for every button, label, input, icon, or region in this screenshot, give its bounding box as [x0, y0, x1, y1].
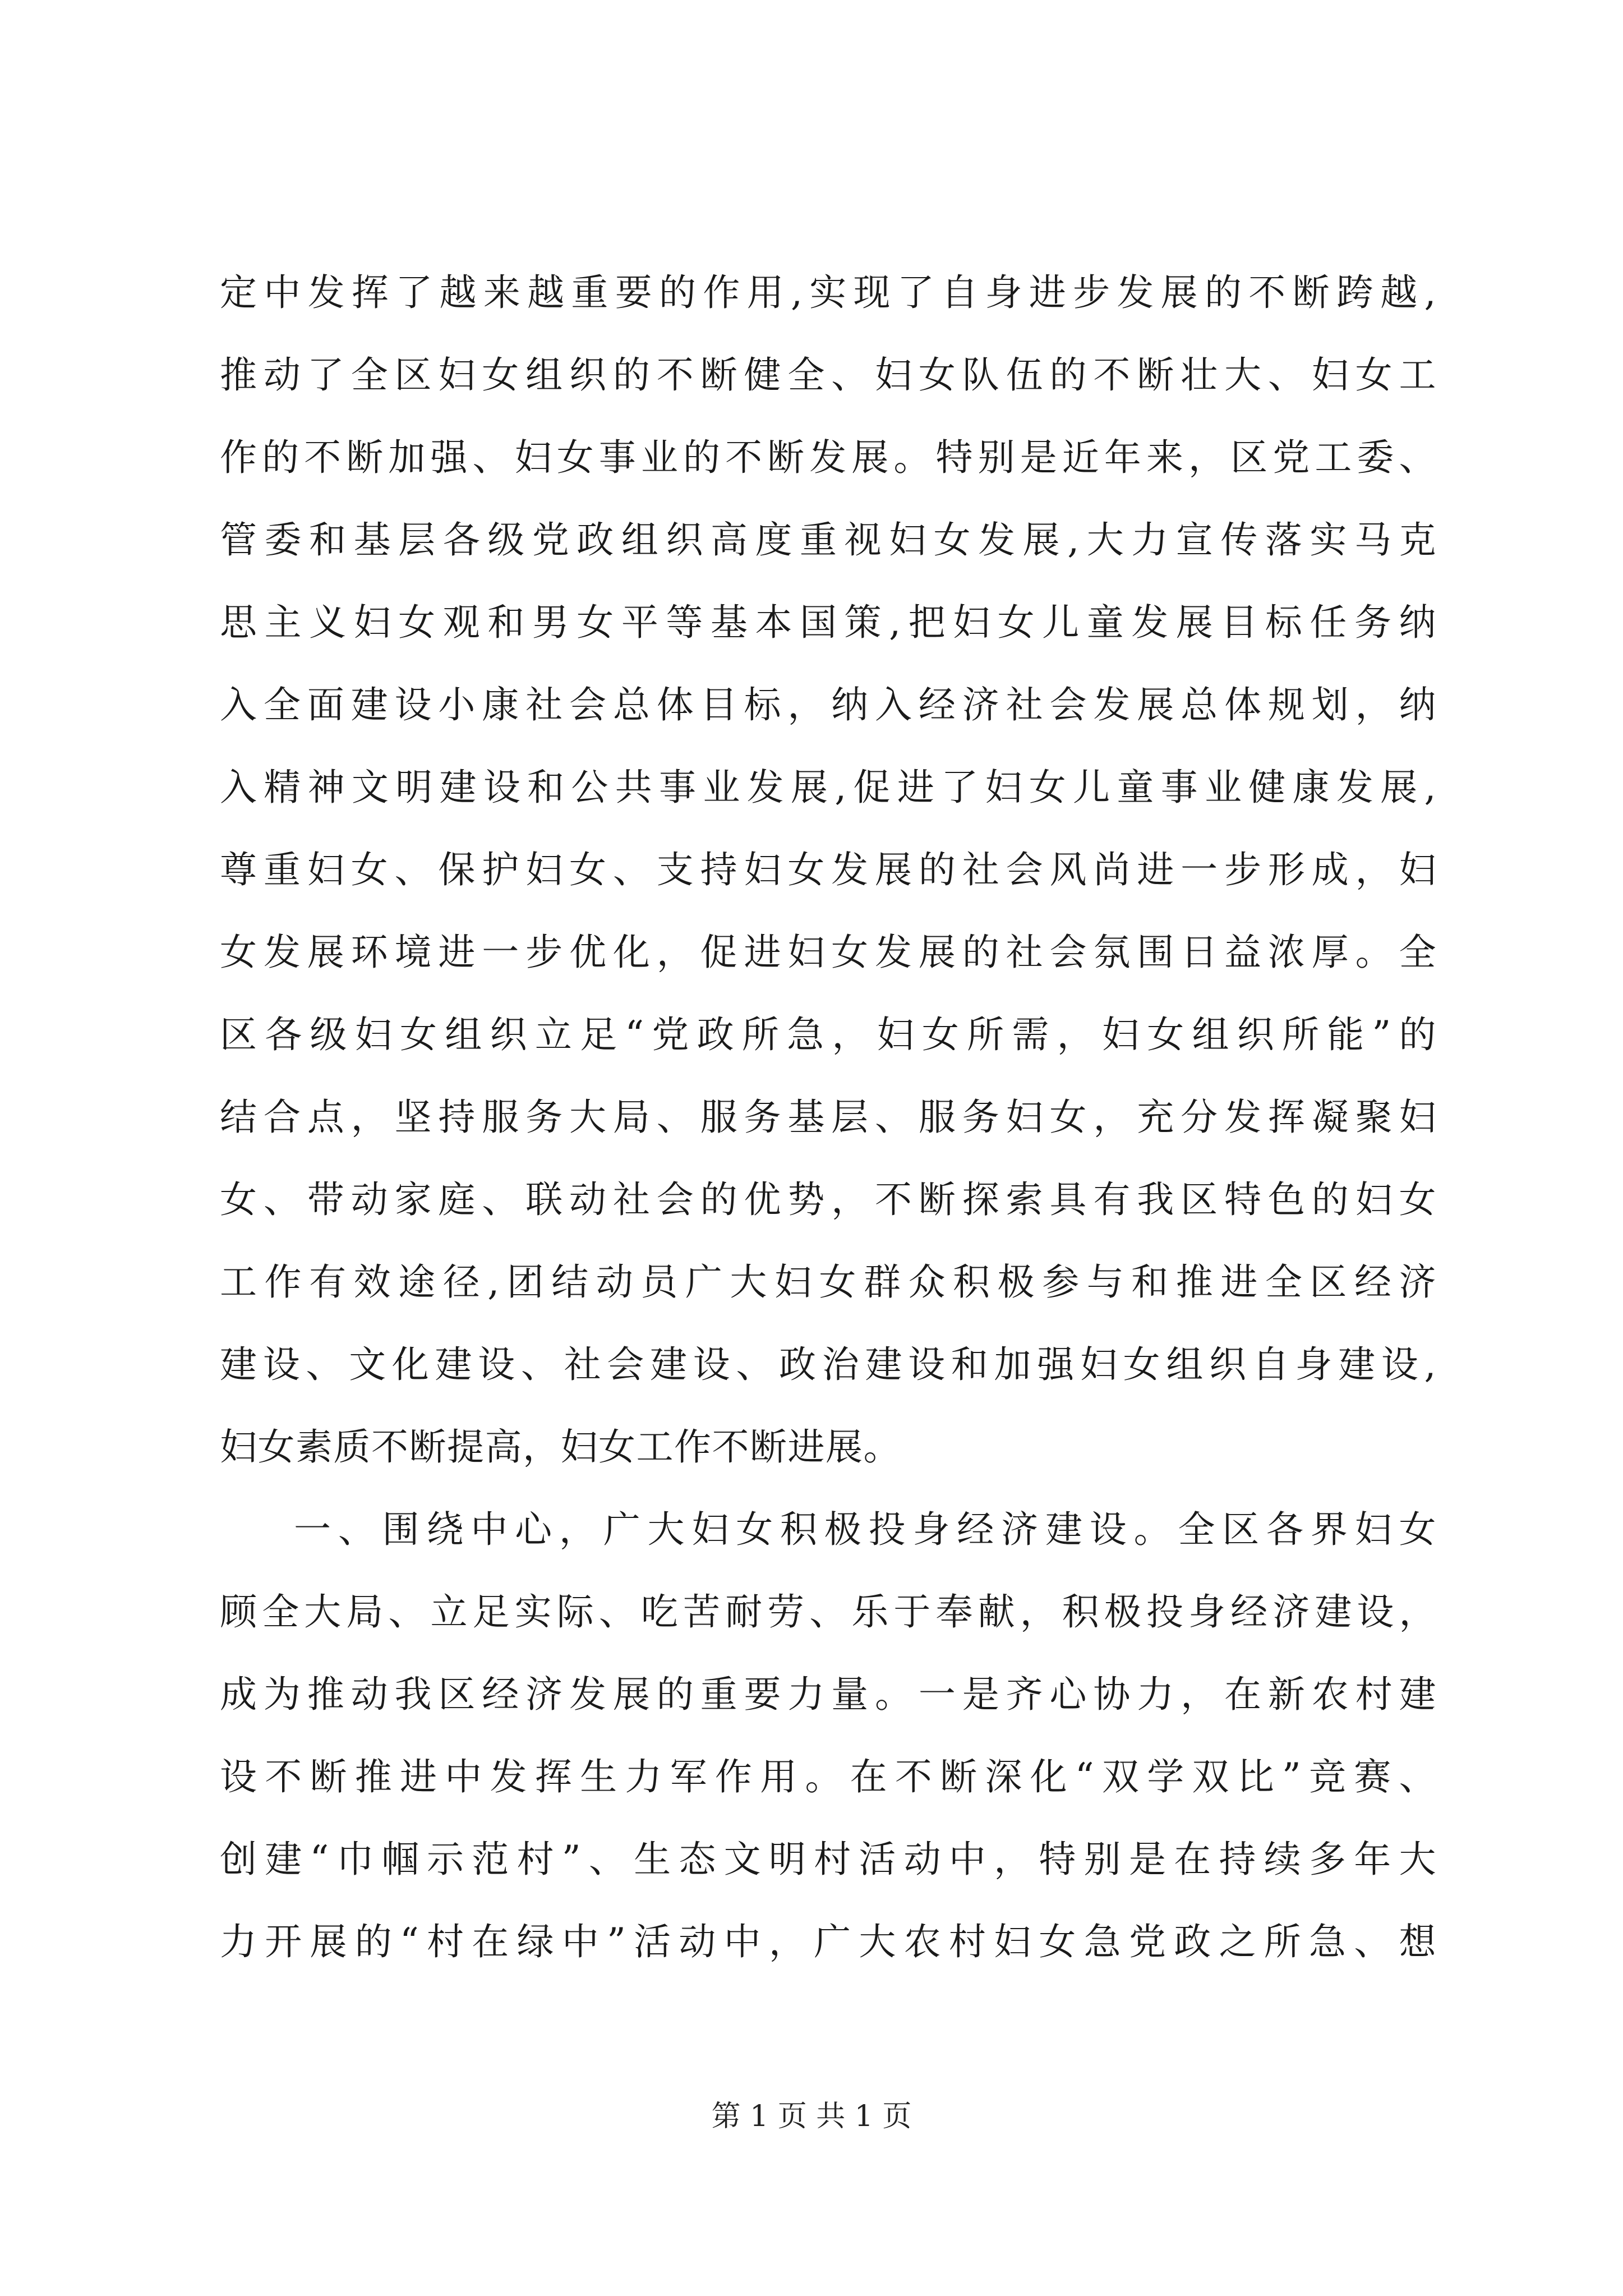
text-line: 建设、文化建设、社会建设、政治建设和加强妇女组织自身建设,: [220, 1343, 1437, 1386]
text-line: 思主义妇女观和男女平等基本国策,把妇女儿童发展目标任务纳: [220, 601, 1437, 644]
text-line: 力开展的“村在绿中”活动中，广大农村妇女急党政之所急、想: [220, 1920, 1437, 1963]
text-line: 区各级妇女组织立足“党政所急，妇女所需，妇女组织所能”的: [220, 1013, 1437, 1056]
text-line: 结合点，坚持服务大局、服务基层、服务妇女，充分发挥凝聚妇: [220, 1096, 1437, 1139]
text-line: 定中发挥了越来越重要的作用,实现了自身进步发展的不断跨越,: [220, 271, 1437, 314]
text-line: 入精神文明建设和公共事业发展,促进了妇女儿童事业健康发展,: [220, 766, 1437, 809]
text-line: 入全面建设小康社会总体目标，纳入经济社会发展总体规划，纳: [220, 683, 1437, 726]
page-number: 第 1 页 共 1 页: [711, 2100, 912, 2133]
text-line: 创建“巾帼示范村”、生态文明村活动中，特别是在持续多年大: [220, 1838, 1437, 1881]
body-text: [220, 251, 1437, 1983]
text-line: 作的不断加强、妇女事业的不断发展。特别是近年来，区党工委、: [220, 436, 1437, 479]
text-line: 推动了全区妇女组织的不断健全、妇女队伍的不断壮大、妇女工: [220, 353, 1437, 397]
page-footer: [0, 2097, 1623, 2136]
text-line: 设不断推进中发挥生力军作用。在不断深化“双学双比”竞赛、: [220, 1755, 1437, 1798]
text-line: 成为推动我区经济发展的重要力量。一是齐心协力，在新农村建: [220, 1673, 1437, 1716]
text-line: 管委和基层各级党政组织高度重视妇女发展,大力宣传落实马克: [220, 518, 1437, 562]
paragraph-end-line: 妇女素质不断提高，妇女工作不断进展。: [220, 1425, 901, 1469]
text-line: 尊重妇女、保护妇女、支持妇女发展的社会风尚进一步形成，妇: [220, 848, 1437, 891]
text-line: 女、带动家庭、联动社会的优势，不断探索具有我区特色的妇女: [220, 1178, 1437, 1221]
text-line: 顾全大局、立足实际、吃苦耐劳、乐于奉献，积极投身经济建设，: [220, 1590, 1437, 1634]
paragraph-first-line: 一、围绕中心，广大妇女积极投身经济建设。全区各界妇女: [294, 1508, 1437, 1551]
text-line: 女发展环境进一步优化，促进妇女发展的社会氛围日益浓厚。全: [220, 931, 1437, 974]
text-line: 工作有效途径,团结动员广大妇女群众积极参与和推进全区经济: [220, 1260, 1437, 1304]
